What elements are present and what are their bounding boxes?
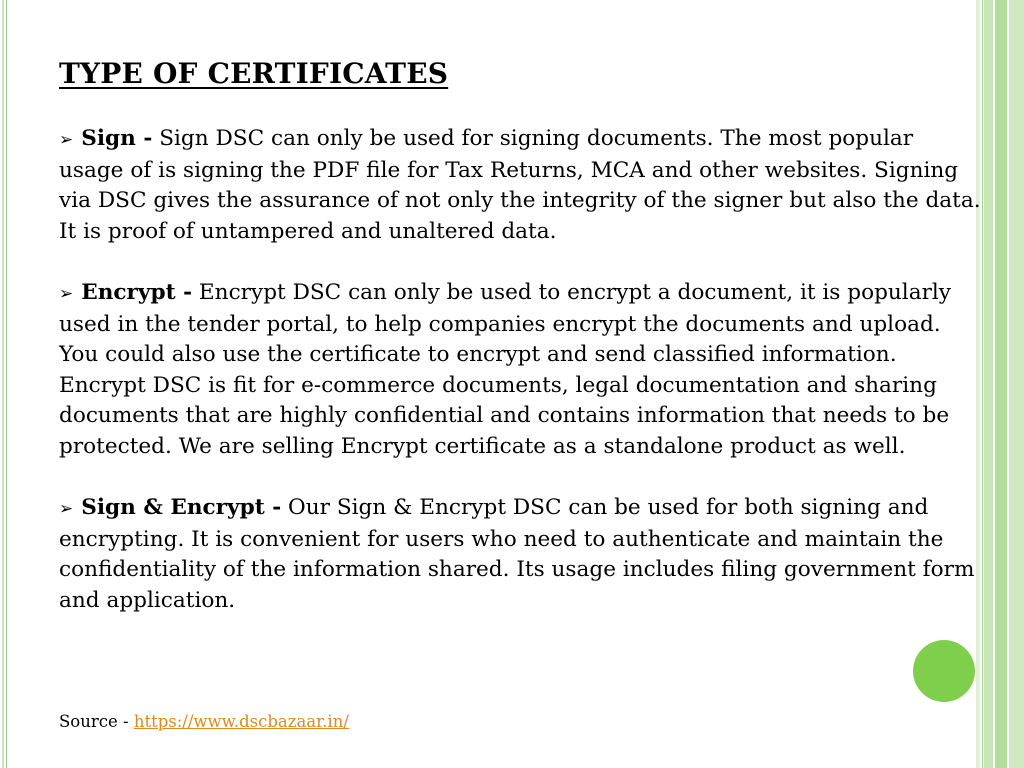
bullet-sign-encrypt xyxy=(59,493,984,616)
slide-title: TYPE OF CERTIFICATES xyxy=(59,57,449,90)
decorative-green-circle xyxy=(913,640,975,702)
arrow-bullet-icon: ➢ xyxy=(59,499,74,520)
bullet-text: Encrypt DSC can only be used to encrypt a document, it is popularly used in the tender portal, to help companies encrypt the documents and upload. You could also use the certificate to encrypt and send classified information. Encrypt DSC is fit for e-commerce documents, legal documentation and sharing documents that are highly confidential and contains information that needs to be protected. We are selling Encrypt certificate as a standalone product as well. xyxy=(59,279,952,459)
arrow-bullet-icon: ➢ xyxy=(59,130,74,150)
frame-stripe xyxy=(1009,0,1024,768)
left-frame-border xyxy=(0,0,7,768)
arrow-bullet-icon: ➢ xyxy=(59,283,74,304)
slide-content xyxy=(59,56,984,617)
bullet-encrypt xyxy=(59,278,984,463)
source-label: Source - xyxy=(59,712,129,731)
bullet-lead: Sign & Encrypt - xyxy=(81,495,282,521)
bullet-sign xyxy=(59,124,984,247)
bullet-text: Sign DSC can only be used for signing documents. The most popular usage of is signing the PDF file for Tax Returns, MCA and other websites. Signing via DSC gives the assurance of not only the integrity of the signer but also the data. It is proof of untampered and unaltered data. xyxy=(59,126,981,244)
bullet-lead: Encrypt - xyxy=(81,279,193,305)
bullet-lead: Sign - xyxy=(81,126,153,151)
bullet-text: Our Sign & Encrypt DSC can be used for both signing and encrypting. It is convenient for users who need to authenticate and maintain the confidentiality of the information shared. Its usage includes filing government form and application. xyxy=(59,495,975,613)
frame-stripe xyxy=(984,0,993,768)
source-link[interactable]: https://www.dscbazaar.in/ xyxy=(133,712,349,731)
source-line xyxy=(59,710,349,734)
frame-stripe xyxy=(995,0,1007,768)
